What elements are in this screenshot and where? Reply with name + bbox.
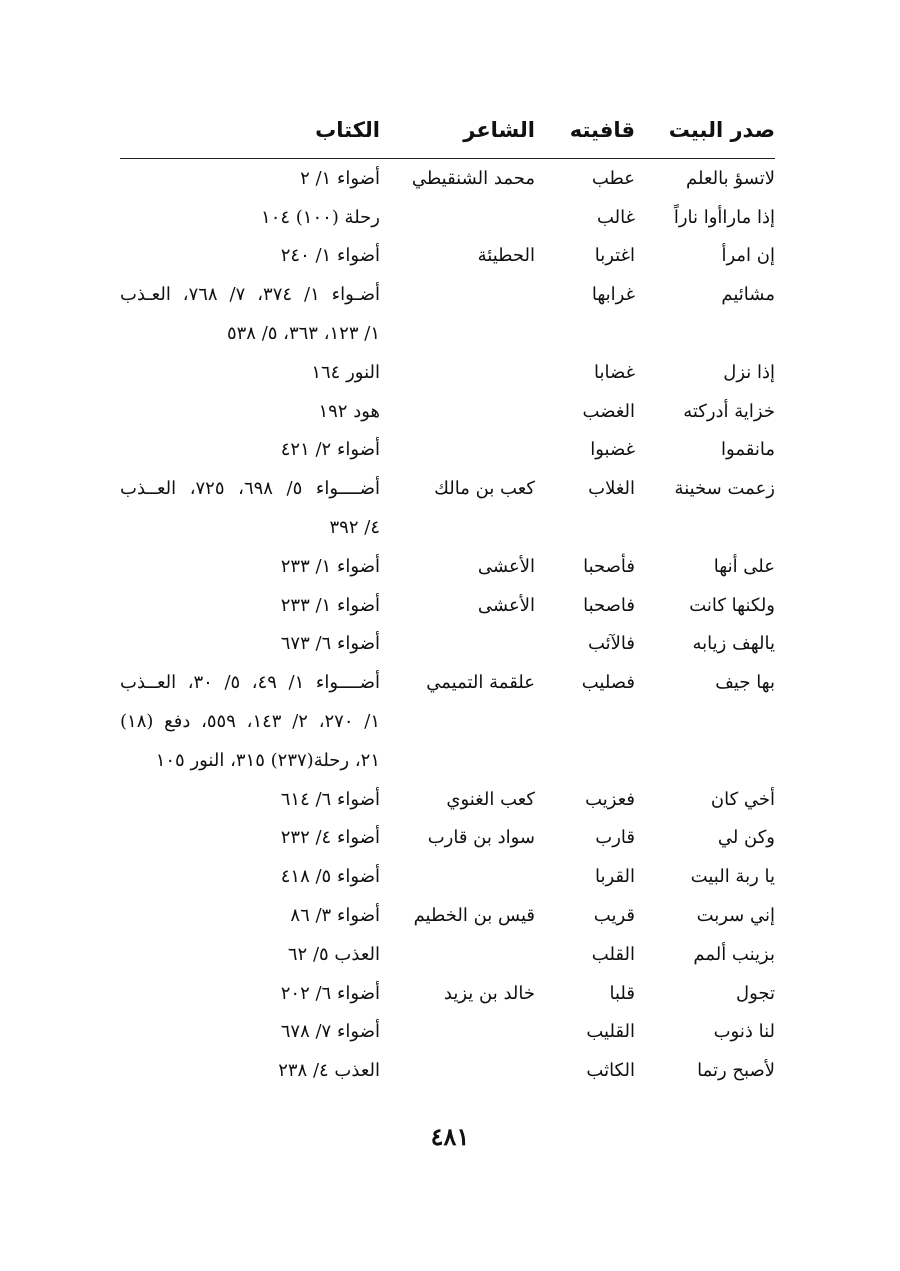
table-row bbox=[120, 431, 775, 470]
cell-verse: بها جيف bbox=[715, 672, 775, 694]
cell-poet bbox=[380, 625, 535, 664]
cell-poet bbox=[380, 392, 535, 431]
cell-poet bbox=[380, 314, 535, 353]
cell-poet bbox=[380, 857, 535, 896]
cell-rhyme: قارب bbox=[595, 827, 635, 849]
cell-book: أضــــواء ١/ ٤٩، ٥/ ٣٠، العــذب bbox=[120, 672, 380, 694]
cell-verse: يا ربة البيت bbox=[690, 866, 775, 888]
cell-book: أضواء ١/ ٢ bbox=[300, 167, 380, 189]
cell-verse: إني سربت bbox=[696, 905, 775, 927]
cell-rhyme: الغضب bbox=[582, 400, 635, 422]
cell-rhyme bbox=[535, 741, 635, 780]
table-row bbox=[120, 275, 775, 314]
table-body bbox=[120, 159, 775, 1091]
verse-index-table bbox=[120, 118, 775, 1090]
cell-verse: لأصبح رتما bbox=[697, 1060, 775, 1082]
cell-verse: ولكنها كانت bbox=[689, 594, 775, 616]
cell-poet: الحطيئة bbox=[477, 245, 535, 267]
cell-verse: مشائيم bbox=[721, 284, 775, 306]
cell-poet: كعب بن مالك bbox=[434, 478, 535, 500]
cell-book: العذب ٥/ ٦٢ bbox=[287, 943, 380, 965]
cell-poet bbox=[380, 353, 535, 392]
cell-verse: لاتسؤ بالعلم bbox=[686, 167, 775, 189]
table-row bbox=[120, 974, 775, 1013]
cell-book: هود ١٩٢ bbox=[318, 400, 380, 422]
cell-rhyme: فأصحبا bbox=[583, 555, 635, 577]
cell-book: أضواء ١/ ٢٣٣ bbox=[280, 594, 380, 616]
header-verse: صدر البيت bbox=[635, 118, 775, 159]
cell-book: العذب ٤/ ٢٣٨ bbox=[278, 1060, 380, 1082]
cell-rhyme bbox=[535, 702, 635, 741]
cell-verse: تجول bbox=[735, 982, 775, 1004]
table-row bbox=[120, 1013, 775, 1052]
cell-book: ١/ ١٢٣، ٣٦٣، ٥/ ٥٣٨ bbox=[226, 323, 380, 345]
cell-poet: قيس بن الخطيم bbox=[413, 905, 535, 927]
cell-poet bbox=[380, 1051, 535, 1090]
cell-poet bbox=[380, 741, 535, 780]
table-row bbox=[120, 857, 775, 896]
table-row bbox=[120, 237, 775, 276]
table-row bbox=[120, 896, 775, 935]
table-row bbox=[120, 702, 775, 741]
cell-poet: سواد بن قارب bbox=[427, 827, 535, 849]
cell-poet bbox=[380, 508, 535, 547]
table-header bbox=[120, 118, 775, 159]
cell-poet bbox=[380, 198, 535, 237]
cell-verse: إن امرأ bbox=[721, 245, 775, 267]
cell-verse: وكن لي bbox=[717, 827, 775, 849]
cell-verse bbox=[635, 508, 775, 547]
cell-rhyme: القليب bbox=[586, 1021, 635, 1043]
table-row bbox=[120, 1051, 775, 1090]
cell-poet: علقمة التميمي bbox=[426, 672, 535, 694]
cell-book: أضواء ٤/ ٢٣٢ bbox=[280, 827, 380, 849]
cell-poet bbox=[380, 702, 535, 741]
cell-verse: مانقموا bbox=[721, 439, 775, 461]
cell-rhyme: اغتربا bbox=[594, 245, 635, 267]
cell-book: أضواء ٢/ ٤٢١ bbox=[280, 439, 380, 461]
cell-verse: خزاية أدركته bbox=[683, 400, 775, 422]
cell-book: أضـواء ١/ ٣٧٤، ٧/ ٧٦٨، العـذب bbox=[120, 284, 381, 306]
table-row bbox=[120, 819, 775, 858]
cell-book: أضواء ٦/ ٢٠٢ bbox=[280, 982, 380, 1004]
cell-book: أضواء ٥/ ٤١٨ bbox=[280, 866, 380, 888]
cell-book: أضواء ١/ ٢٤٠ bbox=[280, 245, 380, 267]
table-row bbox=[120, 663, 775, 702]
cell-book: ٢١، رحلة(٢٣٧) ٣١٥، النور ١٠٥ bbox=[155, 749, 380, 771]
cell-verse: على أنها bbox=[713, 555, 775, 577]
cell-rhyme: فاصحبا bbox=[583, 594, 635, 616]
cell-verse: يالهف زيابه bbox=[692, 633, 775, 655]
cell-rhyme: القلب bbox=[591, 943, 635, 965]
cell-poet bbox=[380, 935, 535, 974]
cell-book: ١/ ٢٧٠، ٢/ ١٤٣، ٥٥٩، دفع (١٨) bbox=[120, 711, 380, 733]
cell-rhyme: عطب bbox=[591, 167, 635, 189]
cell-book: النور ١٦٤ bbox=[311, 361, 380, 383]
cell-book: ٤/ ٣٩٢ bbox=[329, 517, 380, 539]
cell-book: أضواء ٦/ ٦١٤ bbox=[280, 788, 380, 810]
table-row bbox=[120, 198, 775, 237]
table-row bbox=[120, 392, 775, 431]
cell-book: أضواء ٦/ ٦٧٣ bbox=[280, 633, 380, 655]
cell-verse: زعمت سخينة bbox=[674, 478, 775, 500]
cell-poet bbox=[380, 1013, 535, 1052]
cell-verse bbox=[635, 702, 775, 741]
table-row bbox=[120, 935, 775, 974]
cell-rhyme: فصليب bbox=[581, 672, 635, 694]
cell-book: أضواء ٧/ ٦٧٨ bbox=[280, 1021, 380, 1043]
cell-rhyme: غضابا bbox=[593, 361, 635, 383]
table-row bbox=[120, 314, 775, 353]
cell-rhyme: قلبا bbox=[609, 982, 635, 1004]
cell-verse: لنا ذنوب bbox=[713, 1021, 775, 1043]
header-book: الكتاب bbox=[120, 118, 380, 159]
cell-rhyme: فالآئب bbox=[587, 633, 635, 655]
cell-verse: بزينب ألمم bbox=[693, 943, 775, 965]
cell-rhyme: فعزيب bbox=[585, 788, 635, 810]
table-row bbox=[120, 508, 775, 547]
table-row bbox=[120, 159, 775, 198]
table-row bbox=[120, 586, 775, 625]
table-row bbox=[120, 780, 775, 819]
cell-poet: كعب الغنوي bbox=[446, 788, 535, 810]
table-row bbox=[120, 625, 775, 664]
cell-rhyme: غضبوا bbox=[590, 439, 635, 461]
cell-verse: إذا نزل bbox=[723, 361, 775, 383]
cell-book: رحلة (١٠٠) ١٠٤ bbox=[261, 206, 380, 228]
page-number: ٤٨١ bbox=[430, 1122, 470, 1151]
cell-rhyme: غالب bbox=[596, 206, 635, 228]
cell-poet: الأعشى bbox=[477, 594, 535, 616]
cell-poet: الأعشى bbox=[477, 555, 535, 577]
cell-book: أضواء ٣/ ٨٦ bbox=[290, 905, 380, 927]
cell-book: أضواء ١/ ٢٣٣ bbox=[280, 555, 380, 577]
cell-rhyme: الغلاب bbox=[588, 478, 635, 500]
header-row bbox=[120, 118, 775, 159]
cell-poet: محمد الشنقيطي bbox=[411, 167, 535, 189]
cell-poet: خالد بن يزيد bbox=[443, 982, 535, 1004]
table-row bbox=[120, 741, 775, 780]
cell-rhyme: غرابها bbox=[591, 284, 635, 306]
table-row bbox=[120, 547, 775, 586]
cell-rhyme: الكاثب bbox=[586, 1060, 635, 1082]
cell-rhyme: القربا bbox=[594, 866, 635, 888]
header-poet: الشاعر bbox=[380, 118, 535, 159]
cell-poet bbox=[380, 275, 535, 314]
cell-book: أضــــواء ٥/ ٦٩٨، ٧٢٥، العــذب bbox=[120, 478, 381, 500]
cell-rhyme bbox=[535, 508, 635, 547]
cell-poet bbox=[380, 431, 535, 470]
cell-verse: أخي كان bbox=[710, 788, 775, 810]
cell-verse bbox=[635, 314, 775, 353]
table-row bbox=[120, 469, 775, 508]
cell-rhyme: قريب bbox=[593, 905, 635, 927]
header-rhyme: قافيته bbox=[535, 118, 635, 159]
table-row bbox=[120, 353, 775, 392]
cell-rhyme bbox=[535, 314, 635, 353]
cell-verse bbox=[635, 741, 775, 780]
cell-verse: إذا ماراأوا ناراً bbox=[673, 206, 775, 228]
